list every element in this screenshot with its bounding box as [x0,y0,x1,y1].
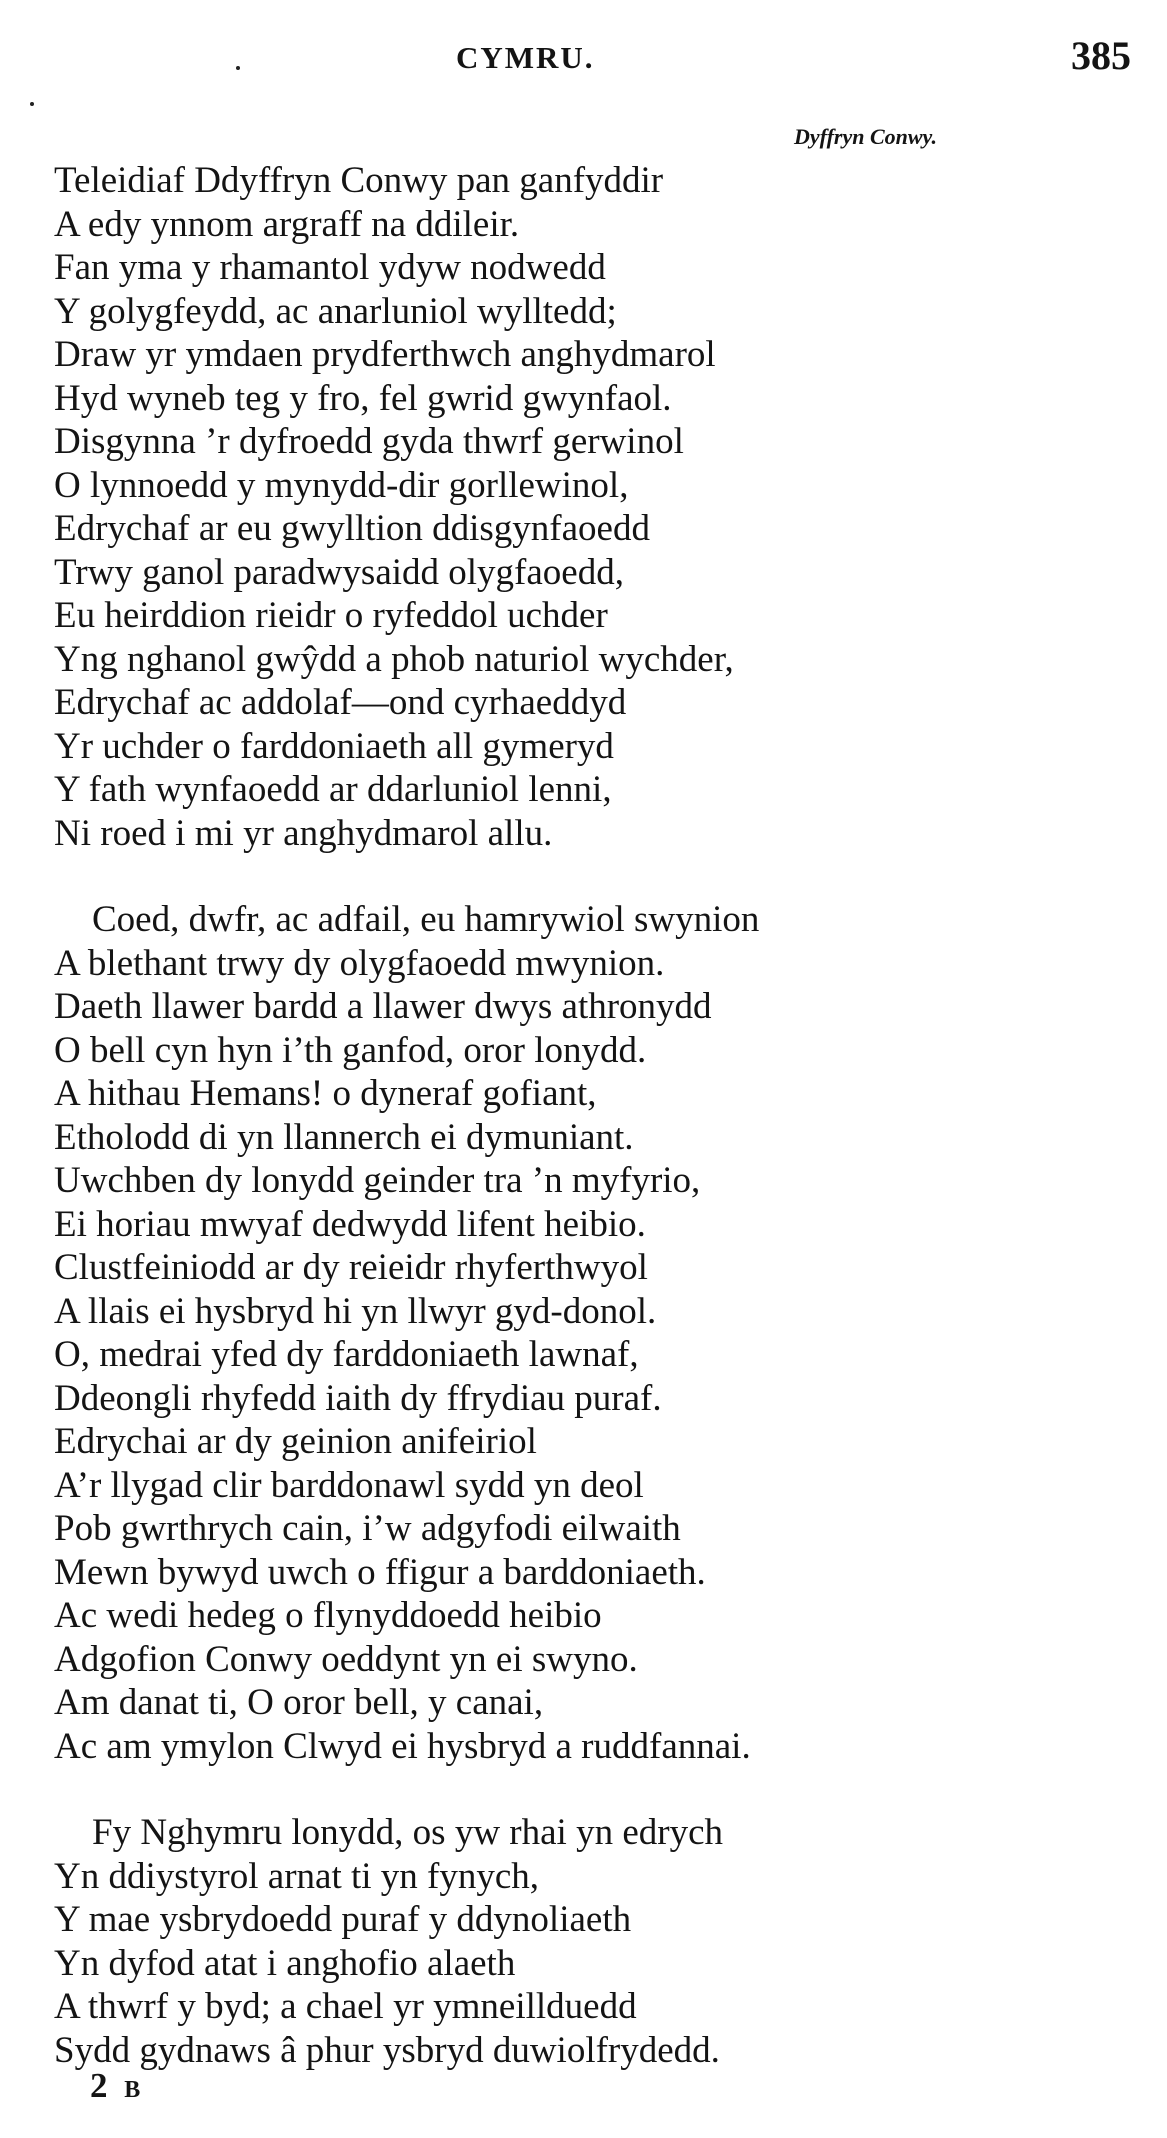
poem-line: O lynnoedd y mynydd-dir gorllewinol, [54,464,629,506]
poem-line: A edy ynnom argraff na ddileir. [54,203,520,245]
poem-line: Hyd wyneb teg y fro, fel gwrid gwynfaol. [54,377,672,419]
running-title: CYMRU. [456,40,595,75]
stanza [54,898,1134,1768]
poem-line: Yr uchder o farddoniaeth all gymeryd [54,725,614,767]
poem-line: Coed, dwfr, ac adfail, eu hamrywiol swynion [92,899,760,940]
section-note: Dyffryn Conwy. [794,124,937,149]
signature-mark [90,2066,141,2106]
poem-line: Pob gwrthrych cain, i’w adgyfodi eilwaith [54,1508,681,1549]
poem-line: Fan yma y rhamantol ydyw nodwedd [54,247,606,288]
poem-line: Am danat ti, O oror bell, y canai, [54,1682,544,1723]
poem-line: Yn ddiystyrol arnat ti yn fynych, [54,1855,540,1897]
poem-line: A’r llygad clir barddonawl sydd yn deol [54,1464,644,1506]
poem-line: Eu heirddion rieidr o ryfeddol uchder [54,595,608,636]
poem-line: Ddeongli rhyfedd iaith dy ffrydiau puraf. [54,1377,662,1419]
poem-line: Clustfeiniodd ar dy reieidr rhyferthwyol [54,1247,648,1288]
poem-line: O bell cyn hyn i’th ganfod, oror lonydd. [54,1029,647,1071]
poem-line: Yng nghanol gwŷdd a phob naturiol wychder, [54,638,734,680]
poem-line: Trwy ganol paradwysaidd olygfaoedd, [54,551,624,593]
print-speck [30,102,34,106]
poem-line: Fy Nghymru lonydd, os yw rhai yn edrych [92,1812,723,1853]
poem-line: O, medrai yfed dy farddoniaeth lawnaf, [54,1334,639,1375]
poem-line: A blethant trwy dy olygfaoedd mwynion. [54,942,665,984]
poem-line: Ac wedi hedeg o flynyddoedd heibio [54,1595,602,1636]
poem-line: A llais ei hysbryd hi yn llwyr gyd-donol. [54,1290,657,1332]
poem-line: Daeth llawer bardd a llawer dwys athronydd [54,986,712,1027]
print-speck [236,66,240,70]
poem-line: Draw yr ymdaen prydferthwch anghydmarol [54,334,716,375]
page-number: 385 [1071,33,1131,78]
poem-line: Y golygfeydd, ac anarluniol wylltedd; [54,290,617,332]
signature-letter: B [124,2077,142,2103]
poem-line: Ei horiau mwyaf dedwydd lifent heibio. [54,1203,646,1245]
poem-line: Edrychai ar dy geinion anifeiriol [54,1421,537,1462]
poem-line: Sydd gydnaws â phur ysbryd duwiolfrydedd. [54,2029,720,2071]
running-head [0,32,1167,82]
signature-number: 2 [90,2066,112,2105]
stanza [54,1811,1134,2072]
poem-line: Y fath wynfaoedd ar ddarluniol lenni, [54,769,612,810]
poem-line: Ni roed i mi yr anghydmarol allu. [54,812,553,854]
poem [54,159,1134,2072]
poem-line: Teleidiaf Ddyffryn Conwy pan ganfyddir [54,160,664,201]
poem-line: Ac am ymylon Clwyd ei hysbryd a ruddfannai. [54,1725,751,1767]
poem-line: Yn dyfod atat i anghofio alaeth [54,1942,516,1984]
poem-line: A hithau Hemans! o dyneraf gofiant, [54,1073,597,1114]
poem-line: Y mae ysbrydoedd puraf y ddynoliaeth [54,1899,632,1940]
poem-line: A thwrf y byd; a chael yr ymneillduedd [54,1986,637,2027]
stanza [54,159,1134,855]
poem-line: Adgofion Conwy oeddynt yn ei swyno. [54,1638,638,1680]
poem-line: Edrychaf ar eu gwylltion ddisgynfaoedd [54,508,650,549]
poem-line: Disgynna ’r dyfroedd gyda thwrf gerwinol [54,421,684,462]
poem-line: Mewn bywyd uwch o ffigur a barddoniaeth. [54,1551,706,1593]
poem-line: Edrychaf ac addolaf—ond cyrhaeddyd [54,682,627,723]
poem-line: Etholodd di yn llannerch ei dymuniant. [54,1116,634,1158]
poem-line: Uwchben dy lonydd geinder tra ’n myfyrio, [54,1160,701,1201]
